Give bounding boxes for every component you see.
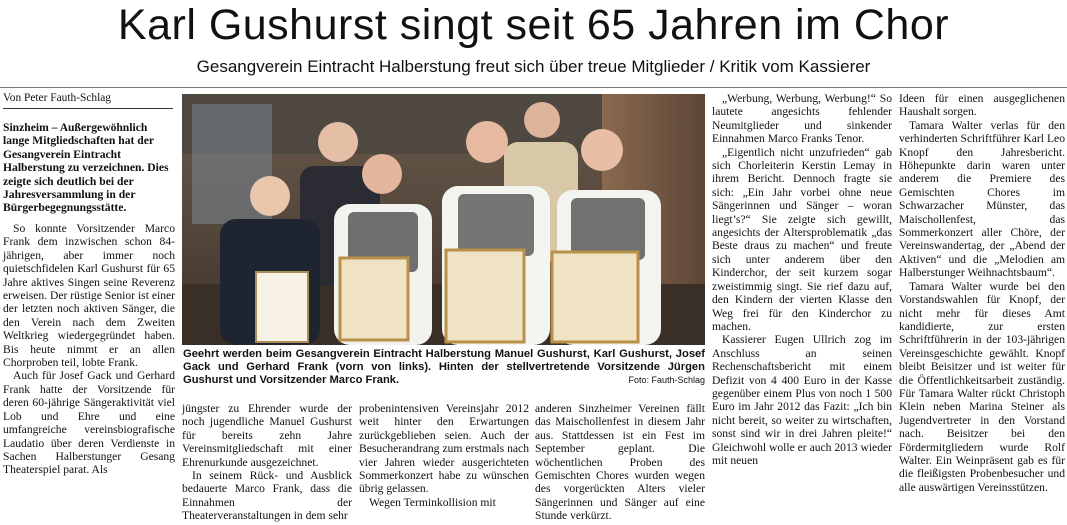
photo-credit: Foto: Fauth-Schlag (628, 375, 705, 386)
header-divider (0, 87, 1067, 88)
paragraph: jüngster zu Ehrender wurde der noch jugendliche Manuel Gushurst für bereits zehn Jahre Vereinsmitgliedschaft mit einer Ehrenurkunde ausgezeichnet. (182, 402, 352, 469)
article-photo (182, 94, 705, 345)
text-column-6 (899, 92, 1065, 494)
text-column-4 (535, 402, 705, 523)
lead-paragraph: Sinzheim – Außergewöhnlich lange Mitgliedschaften hat der Gesangverein Eintracht Halberstung zu verzeichnen. Dies zeigte sich deutlich bei der Jahresversammlung in der Bürgerbegegnungsstätte. (3, 121, 169, 215)
text-column-2 (182, 402, 352, 523)
paragraph: „Werbung, Werbung, Werbung!“ So lautete angesichts fehlender Neumitglieder und sinkender Einnahmen Marco Franks Tenor. (712, 92, 892, 146)
paragraph: Tamara Walter verlas für den verhinderten Schriftführer Karl Leo Knopf den Jahresbericht. Höhepunkte darin waren unter anderem die Premiere des Gemischten Chores im Schwarzacher Münster, das Maischollenfest, das Sommerkonzert aller Chöre, der Vereinswandertag, der „Abend der Aktiven“ und die „Melodien am Halberstunger Weihnachtsbaum“. (899, 118, 1065, 280)
paragraph: So konnte Vorsitzender Marco Frank dem inzwischen schon 84-jährigen, aber immer noch quietschfidelen Karl Gushurst für 65 Jahre aktives Singen seine Reverenz erweisen. Der rüstige Senior ist einer der letzten noch aktiven Sänger, die den Verein nach dem Zweiten Weltkrieg wiedergegründet haben. Bis heute nimmt er an allen Chorproben teil, lobte Frank. (3, 222, 175, 370)
text-column-1 (3, 222, 175, 477)
caption-text: Geehrt werden beim Gesangverein Eintracht Halberstung Manuel Gushurst, Karl Gushurst, Josef Gack und Gerhard Frank (vorn von links). Hinten der stellvertretende Vorsitzende Jürgen Gushurst und Vorsitzender Marco Frank. (183, 348, 705, 387)
photo-caption (183, 348, 705, 388)
paragraph: Tamara Walter wurde bei den Vorstandswahlen für Knopf, der nicht mehr für dieses Amt kandidierte, zur ersten Schriftführerin in der 103-jährigen Vereinsgeschichte gewählt. Knopf bleibt Beisitzer und ist weiter für die Öffentlichkeitsarbeit zuständig. Für Tamara Walter rückt Christoph Klein neben Marina Steiner als Jugendvertreter in den Vorstand nach. Beisitzer bei den Fördermitgliedern wurde Rolf Walter. Ein Weinpräsent gab es für die fleißigsten Probenbesucher und alle auswärtigen Vereinsstützen. (899, 279, 1065, 494)
text-column-5 (712, 92, 892, 467)
byline-divider (3, 108, 173, 109)
paragraph: anderen Sinzheimer Vereinen fällt das Maischollenfest in diesem Jahr aus. Stattdessen ist ein Fest im September geplant. Die wöchentlichen Proben des Gemischten Chores wurden wegen des vorgerückten Alters vieler Sängerinnen und Sänger auf eine Stunde verkürzt. (535, 402, 705, 523)
paragraph: „Eigentlich nicht unzufrieden“ gab sich Chorleiterin Kerstin Lemay in ihrem Bericht. Dennoch fragte sie sich: „Ein Jahr vorbei ohne neue Sängerinnen und Sänger – woran liegt’s?“ Sie zeigte sich gewillt, angesichts der Altersproblematik „das Beste draus zu machen“ und freute sich unter anderem über den Kinderchor, der seit kurzem sogar zweistimmig singt. Sie rief dazu auf, den Kindern der vierten Klasse den Weg frei für den Kinderchor zu machen. (712, 145, 892, 333)
text-column-3 (359, 402, 529, 509)
paragraph: In seinem Rück- und Ausblick bedauerte Marco Frank, dass die Einnahmen der Theaterveranstaltungen in dem sehr (182, 469, 352, 523)
paragraph: Kassierer Eugen Ullrich zog im Anschluss an seinen Rechenschaftsbericht mit einem Defizit von 4 400 Euro in der Kasse gegenüber einem Plus von noch 1 500 Euro im Jahr 2012 das Fazit: „Ich bin nicht bereit, so weiter zu wirtschaften, sonst sind wir in drei Jahren pleite!“ Gleichwohl wolle er auch 2013 wieder mit neuen (712, 333, 892, 467)
article-subheadline: Gesangverein Eintracht Halberstung freut sich über treue Mitglieder / Kritik vom Kassierer (196, 57, 871, 76)
paragraph: probenintensiven Vereinsjahr 2012 weit hinter den Erwartungen zurückgeblieben seien. Auch der Besucherandrang zum erstmals nach vier Jahren wieder ausgerichteten Sommerkonzert habe zu wünschen übrig gelassen. (359, 402, 529, 496)
paragraph: Wegen Terminkollision mit (369, 495, 496, 509)
paragraph: Auch für Josef Gack und Gerhard Frank hatte der Vorsitzende für deren 60-jährige Sängeraktivität viel Lob und Ehre und eine umfangreiche vereinsbiografische Laudatio über deren Verdienste in Sachen Halberstunger Gesang Theaterspiel parat. Als (3, 369, 175, 477)
article-headline: Karl Gushurst singt seit 65 Jahren im Chor (117, 1, 950, 49)
paragraph: Ideen für einen ausgeglichenen Haushalt sorgen. (899, 92, 1065, 119)
byline: Von Peter Fauth-Schlag (3, 92, 111, 104)
